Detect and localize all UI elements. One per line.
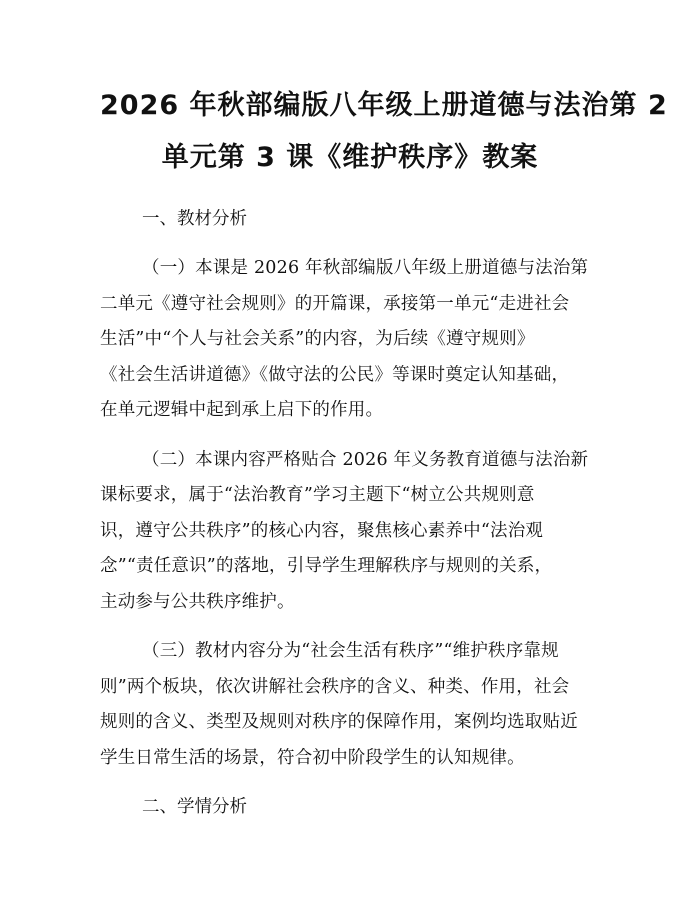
title-line-1: 2026 年秋部编版八年级上册道德与法治第 2	[100, 90, 668, 121]
paragraph-3	[100, 634, 600, 776]
paragraph-line: 生活”中“个人与社会关系”的内容，为后续《遵守规则》	[100, 329, 535, 349]
paragraph-line: 课标要求，属于“法治教育”学习主题下“树立公共规则意	[100, 485, 535, 505]
paragraph-2	[100, 443, 600, 621]
document-title	[100, 80, 668, 184]
paragraph-line: 《社会生活讲道德》《做守法的公民》等课时奠定认知基础，	[100, 364, 570, 385]
paragraph-line: （三）教材内容分为“社会生活有秩序”“维护秩序靠规	[142, 641, 559, 661]
paragraph-line: 则”两个板块，依次讲解社会秩序的含义、种类、作用，社会	[100, 676, 570, 697]
paragraph-line: 学生日常生活的场景，符合初中阶段学生的认知规律。	[100, 747, 525, 768]
paragraph-line: 识，遵守公共秩序”的核心内容，聚焦核心素养中“法治观	[100, 520, 544, 541]
section-heading-learner-analysis: 二、学情分析	[142, 797, 247, 817]
title-line-2: 单元第 3 课《维护秩序》教案	[161, 142, 539, 173]
paragraph-line: 在单元逻辑中起到承上启下的作用。	[100, 400, 384, 420]
paragraph-line: 规则的含义、类型及规则对秩序的保障作用，案例均选取贴近	[100, 712, 578, 732]
paragraph-1	[100, 251, 600, 429]
paragraph-line: 念”“责任意识”的落地，引导学生理解秩序与规则的关系，	[100, 556, 553, 576]
paragraph-line: （二）本课内容严格贴合 2026 年义务教育道德与法治新	[142, 449, 589, 470]
paragraph-line: （一）本课是 2026 年秋部编版八年级上册道德与法治第	[142, 258, 589, 278]
section-heading-textbook-analysis: 一、教材分析	[142, 209, 247, 229]
paragraph-line: 主动参与公共秩序维护。	[100, 591, 295, 612]
paragraph-line: 二单元《遵守社会规则》的开篇课，承接第一单元“走进社会	[100, 293, 570, 314]
